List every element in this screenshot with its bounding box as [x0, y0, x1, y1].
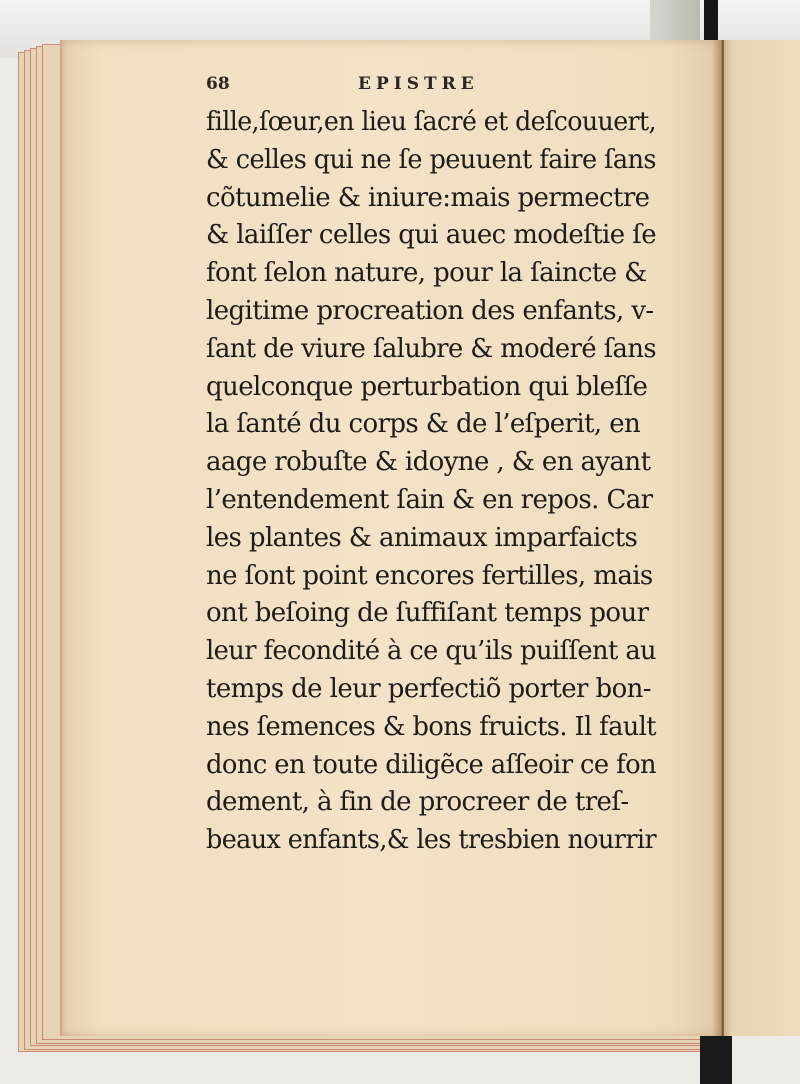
running-head: EPISTRE — [358, 74, 479, 94]
text-line: legitime procreation des enfants, v- — [206, 295, 654, 326]
text-line: cõtumelie & iniure:mais permectre — [206, 182, 650, 213]
text-line: quelconque perturbation qui bleſſe — [206, 371, 648, 402]
text-line: l’entendement ſain & en repos. Car — [206, 484, 653, 515]
page-number: 68 — [206, 74, 230, 94]
text-line: & laiſſer celles qui auec modeſtie ſe — [206, 220, 657, 251]
text-line: beaux enfants,& les tresbien nourrir — [206, 825, 657, 856]
text-line: la ſanté du corps & de l’eſperit, en — [206, 409, 641, 440]
text-line: donc en toute diligẽce aſſeoir ce fon — [206, 749, 657, 780]
text-line: temps de leur perfectiõ porter bon- — [206, 673, 651, 704]
text-line: dement, à fin de procreer de treſ- — [206, 787, 629, 818]
text-line: ſant de viure ſalubre & moderé ſans — [206, 333, 656, 364]
right-facing-page — [722, 40, 800, 1036]
body-text — [206, 104, 656, 860]
text-line: font ſelon nature, pour la ſaincte & — [206, 258, 647, 289]
text-line: ont beſoing de ſuffiſant temps pour — [206, 598, 649, 629]
book-gutter — [712, 40, 724, 1036]
text-line: leur fecondité à ce qu’ils puiſſent au — [206, 636, 656, 667]
text-line: & celles qui ne ſe peuuent faire ſans — [206, 144, 656, 175]
text-line: aage robuſte & idoyne , & en ayant — [206, 447, 651, 478]
text-line: les plantes & animaux imparfaicts — [206, 522, 638, 553]
bookmark-ribbon-top — [704, 0, 718, 44]
text-line: ne ſont point encores fertilles, mais — [206, 560, 653, 591]
page-header — [206, 74, 496, 100]
page-marker-light — [650, 0, 700, 40]
text-line: nes ſemences & bons fruicts. Il fault — [206, 711, 657, 742]
text-line: fille,ſœur,en lieu ſacré et deſcouuert, — [206, 107, 657, 137]
bookmark-ribbon-bottom — [700, 1036, 732, 1084]
